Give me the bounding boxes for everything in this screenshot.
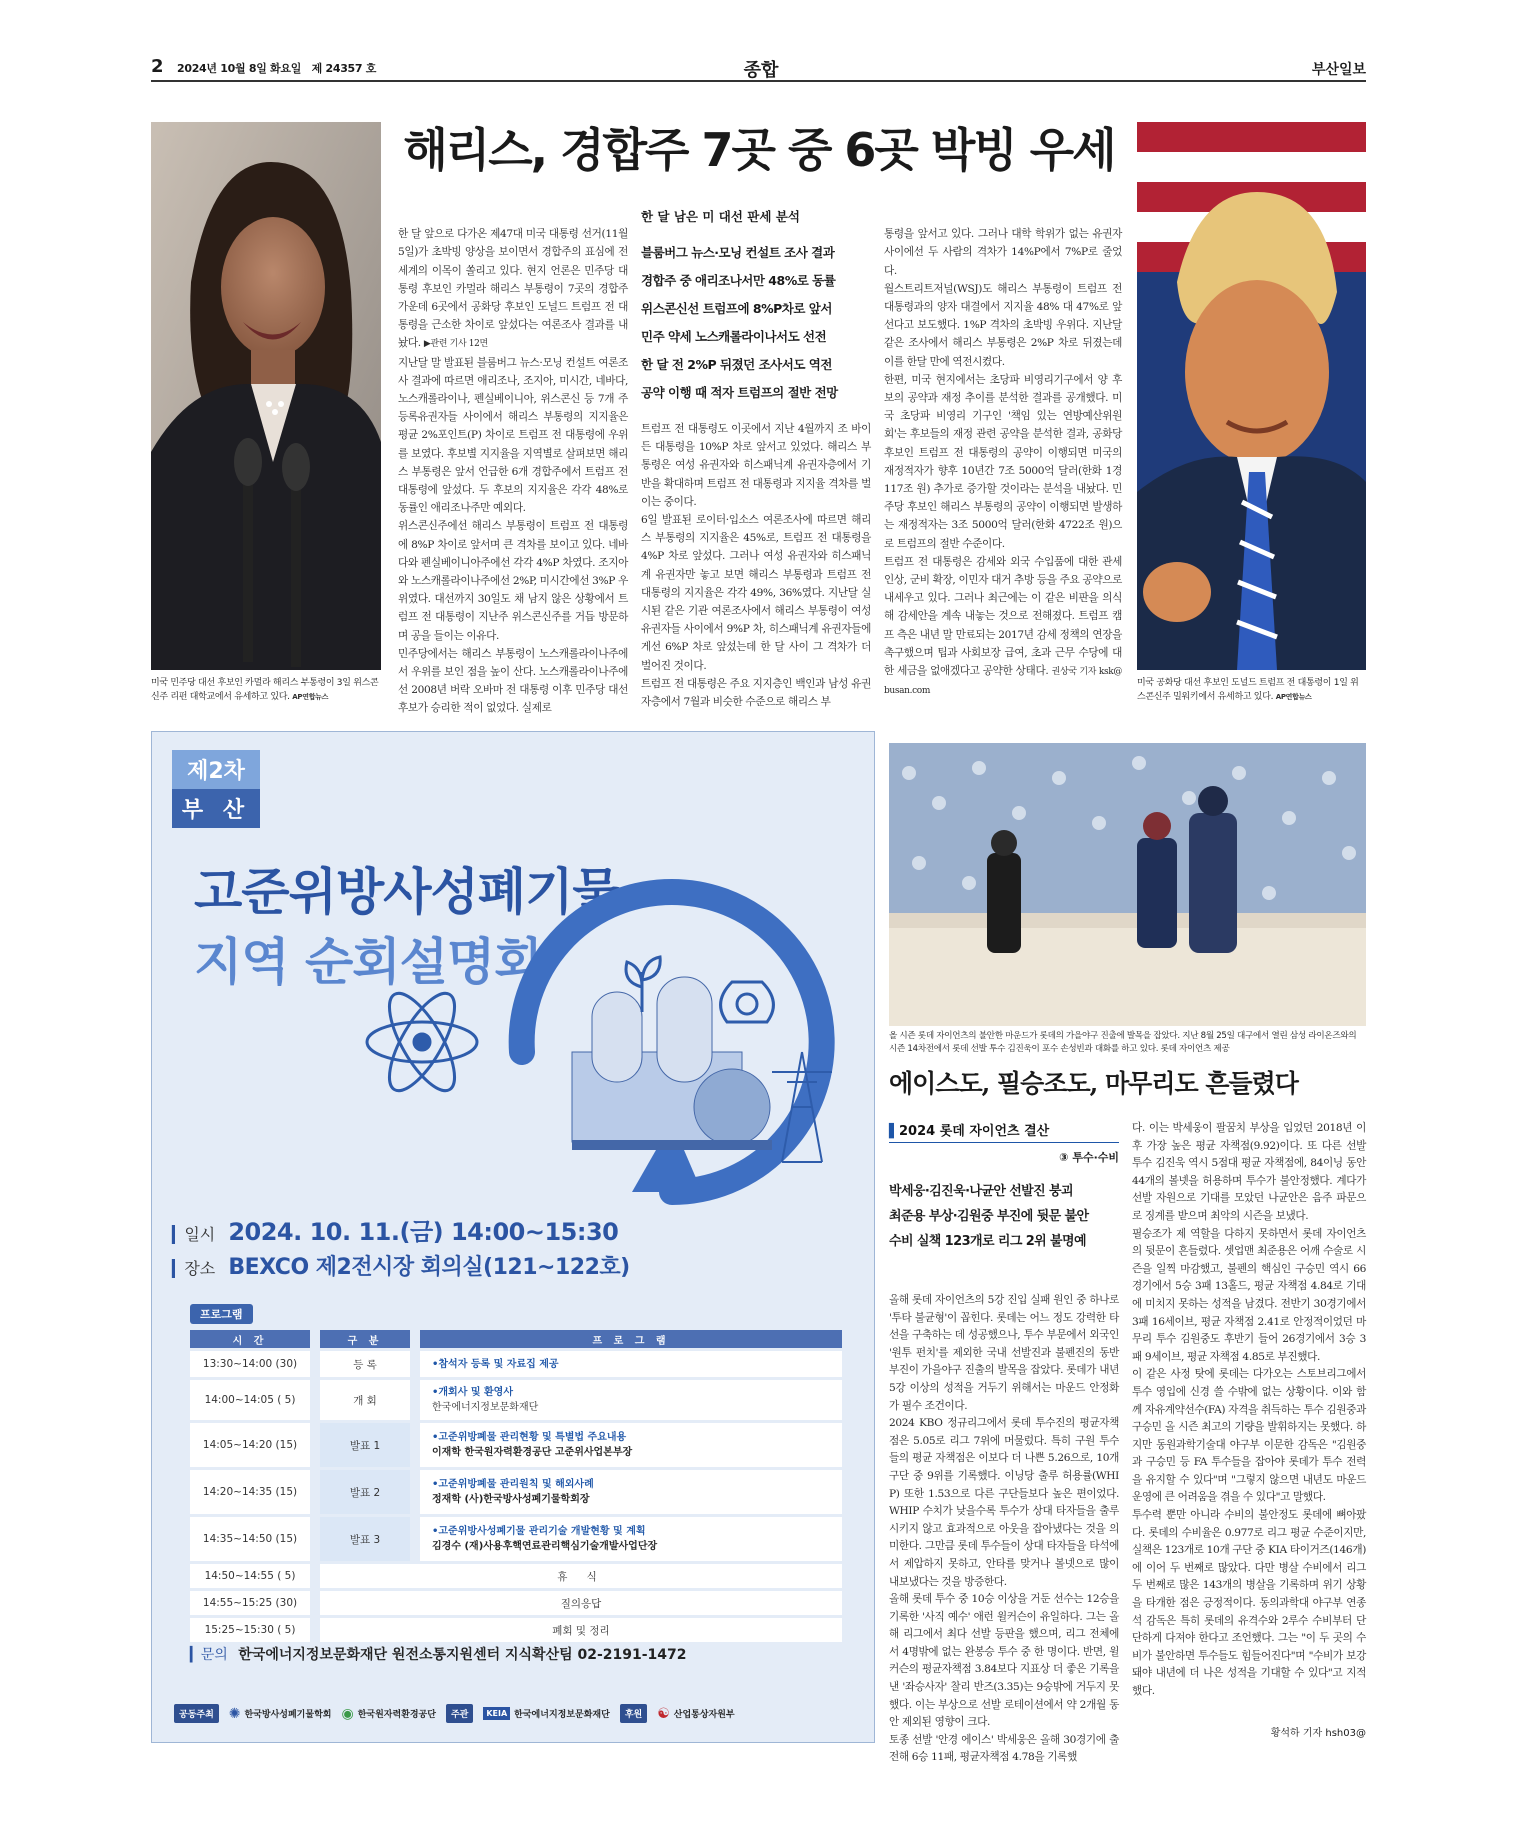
society-icon: ✺ [228, 1705, 241, 1722]
article1-column-2: 트럼프 전 대통령도 이곳에서 지난 4월까지 조 바이든 대통령을 10%P 차로 앞서고 있었다. 해리스 부통령은 여성 유권자와 히스패닉계 유권자층에서 기반을 확대하며 트럼프 전 대통령과 지지율 격차를 벌이는 중이다. 6일 발표된 로이터·입소스 여론조사에 따르면 해리스 부통령의 지지율은 45%로, 트럼프 전 대통령을 4%P 차로 앞섰다. 그러나 여성 유권자와 히스패닉계 유권자만 놓고 보면 해리스 부통령과 트럼프 전 대통령의 지지율은 각각 49%, 36%였다. 지난달 실시된 같은 기관 여론조사에서 해리스 부통령이 여성 유권자들 사이에서 9%P 차, 히스패닉계 유권자들에게선 6%P 차로 앞섰는데 한 달 사이 그 격차가 더 벌어진 것이다. 트럼프 전 대통령은 주요 지지층인 백인과 남성 유권자층에서 7월과 비슷한 수준으로 해리스 부 [641, 423, 871, 709]
article2-column-1: 올해 롯데 자이언츠의 5강 진입 실패 원인 중 하나로 '투타 불균형'이 꼽힌다. 롯데는 어느 정도 강력한 타선을 구축하는 데 성공했으나, 투수 부문에서 외국인 '원투 펀치'를 제외한 국내 선발진과 불펜진의 동반 부진이 가을야구 진출의 발목을 잡았다. 롯데가 내년 5강 이상의 성적을 거두기 위해서는 마운드 안정화가 필수 조건이다. 2024 KBO 정규리그에서 롯데 투수진의 평균자책점은 5.05로 리그 7위에 머물렀다. 특히 구원 투수들의 평균 자책점은 이보다 더 나쁜 5.26으로, 10개 구단 중 9위를 기록했다. 이닝당 출루 허용률(WHIP) 또한 1.53으로 다른 구단들보다 높은 편이었다. WHIP 수치가 낮을수록 투수가 상대 타자들을 출루시키지 않고 효과적으로 아웃을 잡아냈다는 것을 의미한다. 그만큼 롯데 투수들이 상대 타자들을 타석에서 제압하지 못하고, 안타를 맞거나 볼넷으로 많이 내보냈다는 것을 방증한다. 올해 롯데 투수 중 10승 이상을 거둔 선수는 12승을 기록한 '사직 예수' 애런 윌커슨이 유일하다. 그는 올해 리그에서 최다 선발 등판을 했으며, 리그 전체에서 4명밖에 없는 완봉승 투수 중 한 명이다. 반면, 윌커슨의 평균자책점 3.84보다 지표상 더 좋은 기록을 낸 '좌승사자' 찰리 반즈(3.35)는 9승밖에 거두지 못했다. 이는 부상으로 선발 로테이션에서 약 2개월 동안 제외된 영향이 크다. 토종 선발 '안경 에이스' 박세웅은 올해 30경기에 출전해 6승 11패, 평균자책점 4.78을 기록했 [889, 1294, 1119, 1764]
sponsor-tag: 후원 [620, 1704, 647, 1723]
table-row: 14:55~15:25 (30) 질의응답 [190, 1591, 842, 1615]
table-row: 14:35~14:50 (15) 발표 3 •고준위방사성폐기물 관리기술 개발현황 및 계획 김경수 (재)사용후핵연료관리핵심기술개발사업단장 [190, 1517, 842, 1561]
article2-part: ③ 투수·수비 [1059, 1151, 1119, 1164]
host-logo-2: ◉ 한국원자력환경공단 [341, 1705, 436, 1722]
table-row: 14:50~14:55 ( 5) 휴 식 [190, 1564, 842, 1588]
publisher-name: 부산일보 [1311, 62, 1366, 78]
harris-photo [151, 122, 381, 670]
table-header: 프 로 그 램 [420, 1330, 842, 1348]
ad-title-1: 고준위방사성폐기물 [194, 863, 620, 921]
harris-photo-caption: 미국 민주당 대선 후보인 카멀라 해리스 부통령이 3일 위스콘신주 리펀 대학교에서 유세하고 있다. AP연합뉴스 [151, 678, 379, 702]
ad-badge: 제2차 부 산 [172, 750, 260, 828]
ad-date: ▎일시 2024. 10. 11.(금) 14:00~15:30 [172, 1218, 619, 1246]
program-table [190, 1327, 842, 1645]
table-header: 구 분 [320, 1330, 420, 1348]
host-logo-1: ✺ 한국방사성폐기물학회 [228, 1705, 332, 1722]
taegeuk-icon: ☯ [657, 1705, 670, 1722]
article2-headline: 에이스도, 필승조도, 마무리도 흔들렸다 [889, 1069, 1298, 1098]
article1-kicker: 한 달 남은 미 대선 판세 분석 [641, 209, 800, 224]
article2-series-box: ▌2024 롯데 자이언츠 결산 ③ 투수·수비 박세웅·김진욱·나균안 선발진 붕괴 최준용 부상·김원중 부진에 뒷문 불안 수비 실책 123개로 리그 2위 불명예 [889, 1120, 1119, 1254]
program-label: 프로그램 [190, 1304, 253, 1324]
article2-subheads: 박세웅·김진욱·나균안 선발진 붕괴 최준용 부상·김원중 부진에 뒷문 불안 수비 실책 123개로 리그 2위 불명예 [889, 1184, 1089, 1249]
article2-column-2: 다. 이는 박세웅이 팔꿈치 부상을 입었던 2018년 이후 가장 높은 평균 자책점(9.92)이다. 또 다른 선발 투수 김진욱 역시 5점대 평균 자책점에, 84이닝 동안 44개의 볼넷을 허용하며 투수가 불안정했다. 계다가 선발 자원으로 기대를 모았던 나균안은 음주 파문으로 징계를 받으며 최악의 시즌을 보냈다. 필승조가 제 역할을 다하지 못하면서 롯데 자이언츠의 뒷문이 흔들렸다. 셋업맨 최준용은 어깨 수술로 시즌을 일찍 마감했고, 불펜의 핵심인 구승민 역시 66경기에서 5승 3패 13홀드, 평균 자책점 4.84로 기대에 미치지 못하는 성적을 남겼다. 전반기 30경기에서 3패 16세이브, 평균 자책점 2.41로 안정적이었던 마무리 투수 김원중도 후반기 들어 26경기에서 3승 3패 9세이브, 평균 자책점 4.85로 부진했다. 이 같은 사정 탓에 롯데는 다가오는 스토브리그에서 투수 영입에 신경 쓸 수밖에 없는 상황이다. 이와 함께 자유계약선수(FA) 자격을 취득하는 투수 김원중과 구승민 올 시즌 최고의 기량을 발휘하지는 못했다. 하지만 동원과학기술대 야구부 이문한 감독은 "김원중과 구승민 등 FA 투수들을 잡아야 롯데가 투수 전력을 유지할 수 있다"며 "그렇지 않으면 내년도 마운드 운영에 큰 어려움을 겪을 수 있다"고 말했다. 투수력 뿐만 아니라 수비의 불안정도 롯데에 뼈아팠다. 롯데의 수비율은 0.977로 리그 평균 수준이지만, 실책은 123개로 10개 구단 중 KIA 타이거즈(146개)에 이어 두 번째로 많았다. 다만 병살 수비에서 리그 두 번째로 많은 143개의 병살을 기록하며 위기 상황을 타개한 점은 긍정적이다. 동의과학대 야구부 연종석 감독은 특히 롯데의 유격수와 2루수 수비부터 단단하게 다져야 한다고 조언했다. 그는 "이 두 곳의 수비가 불안하면 투수들도 힘들어진다"며 "수비가 보강돼야 내년에 더 나은 성적을 기대할 수 있다"고 지적했다. [1132, 1122, 1366, 1697]
organizer-logo: KEIA 한국에너지정보문화재단 [483, 1707, 609, 1720]
table-row: 14:20~14:35 (15) 발표 2 •고준위방폐물 관리원칙 및 해외사례 정재학 (사)한국방사성폐기물학회장 [190, 1470, 842, 1514]
article1-headline: 해리스, 경합주 7곳 중 6곳 박빙 우세 [403, 123, 1115, 177]
table-row: 15:25~15:30 ( 5) 폐회 및 정리 [190, 1618, 842, 1642]
trump-photo-caption: 미국 공화당 대선 후보인 도널드 트럼프 전 대통령이 1일 위스콘신주 밀워키에서 유세하고 있다. AP연합뉴스 [1137, 678, 1359, 702]
article1-subheads: 블룸버그 뉴스·모닝 컨설트 조사 결과 경합주 중 애리조나서만 48%로 동률 위스콘신선 트럼프에 8%P차로 앞서 민주 약세 노스캐롤라이나서도 선전 한 달 전 2%P 뒤졌던 조사서도 역전 공약 이행 때 적자 트럼프의 절반 전망 [641, 245, 838, 400]
table-row: 13:30~14:00 (30) 등 록 •참석자 등록 및 자료집 제공 [190, 1351, 842, 1377]
issue-date: 2024년 10월 8일 화요일 제 24357 호 [177, 62, 377, 75]
page-header [151, 54, 1366, 82]
article2-byline: 황석하 기자 hsh03@ [1270, 1728, 1366, 1739]
organizer-tag: 주관 [446, 1704, 473, 1723]
trump-photo [1137, 122, 1366, 670]
sponsor-logo: ☯ 산업통상자원부 [657, 1705, 735, 1722]
host-tag: 공동주최 [174, 1704, 219, 1723]
ad-sponsors [174, 1704, 735, 1723]
table-header: 시 간 [190, 1330, 320, 1348]
nuclear-plant-illustration [382, 892, 862, 1202]
ad-place: ▎장소 BEXCO 제2전시장 회의실(121~122호) [172, 1255, 630, 1280]
korad-icon: ◉ [341, 1705, 354, 1722]
ad-title-2: 지역 순회설명회 [194, 933, 542, 991]
plant-building [572, 977, 772, 1150]
baseball-photo-caption: 올 시즌 롯데 자이언츠의 불안한 마운드가 롯데의 가을야구 진출에 발목을 잡았다. 지난 8월 25일 대구에서 열린 삼성 라이온즈와의 시즌 14차전에서 롯데 선발 투수 김진욱이 포수 손성빈과 대화를 하고 있다. 롯데 자이언츠 제공 [889, 1031, 1357, 1054]
article1-column-3: 통령을 앞서고 있다. 그러나 대학 학위가 없는 유권자 사이에선 두 사람의 격차가 14%P에서 7%P로 줄었다. 월스트리트저널(WSJ)도 해리스 부통령이 트럼프 전 대통령과의 양자 대결에서 지지율 48% 대 47%로 앞선다고 보도했다. 1%P 격차의 초박빙 우위다. 지난달 같은 조사에서 해리스 부통령은 2%P 차로 뒤졌는데 이를 한달 만에 역전시켰다. 한편, 미국 현지에서는 초당파 비영리기구에서 양 후보의 공약과 재정 추이를 분석한 결과를 공개했다. 미국 초당파 비영리 기구인 '책임 있는 연방예산위원회'는 후보들의 재정 관련 공약을 분석한 결과, 공화당 후보인 트럼프 전 대통령의 공약이 이행되면 미국의 재정적자가 향후 10년간 7조 5000억 달러(한화 1경 117조 원) 추가로 증가할 것이라는 분석을 내놨다. 민주당 후보인 해리스 부통령의 공약이 이행되면 발생하는 재정적자는 3조 5000억 달러(한화 4722조 원)으로 트럼프의 절반 수준이다. 트럼프 전 대통령은 감세와 외국 수입품에 대한 관세 인상, 군비 확장, 이민자 대거 추방 등을 주요 공약으로 내세우고 있다. 그러나 최근에는 이 같은 비판을 의식해 감세안을 계속 내놓는 것으로 전해졌다. 트럼프 캠프 측은 내년 말 만료되는 2017년 감세 정책의 연장을 촉구했으며 팁과 사회보장 급여, 초과 근무 수당에 대한 세금을 없애겠다고 공약한 상태다. 권상국 기자 ksk@busan.com [884, 228, 1122, 697]
section-name: 종합 [743, 60, 779, 81]
article1-subhead-box [641, 207, 871, 407]
baseball-photo [889, 743, 1366, 1026]
ad-contact: ▎문의 한국에너지정보문화재단 원전소통지원센터 지식확산팀 02-2191-1472 [190, 1647, 687, 1663]
keia-icon: KEIA [483, 1707, 510, 1720]
page-number: 2 [151, 56, 164, 77]
table-row: 14:00~14:05 ( 5) 개 회 •개회사 및 환영사 한국에너지정보문화재단 [190, 1380, 842, 1420]
article1-column-1: 한 달 앞으로 다가온 제47대 미국 대통령 선거(11월 5일)가 초박빙 양상을 보이면서 경합주의 표심에 전 세계의 이목이 쏠리고 있다. 현지 언론은 민주당 대통령 후보인 카멀라 해리스 부통령이 7곳의 경합주 가운데 6곳에서 공화당 후보인 도널드 트럼프 전 대통령을 근소한 차이로 앞섰다는 여론조사 결과를 내놨다. ▶관련 기사 12면 지난달 말 발표된 블룸버그 뉴스·모닝 컨설트 여론조사 결과에 따르면 애리조나, 조지아, 미시간, 네바다, 노스캐롤라이나, 펜실베이니아, 위스콘신 등 7개 주 등록유권자들 사이에서 해리스 부통령의 지지율은 평균 2%포인트(P) 차이로 트럼프 전 대통령에 우위를 보였다. 후보별 지지율을 지역별로 살펴보면 해리스 부통령은 앞서 언급한 6개 경합주에서 트럼프 전 대통령에 앞섰다. 두 후보의 지지율은 각각 48%로 동률인 애리조나주만 예외다. 위스콘신주에선 해리스 부통령이 트럼프 전 대통령에 8%P 차이로 앞서며 큰 격차를 보이고 있다. 네바다와 펜실베이니아주에선 각각 4%P 차였다. 조지아와 노스캐롤라이나주에선 2%P, 미시간에선 3%P 우위였다. 대선까지 30일도 채 남지 않은 상황에서 트럼프 전 대통령이 지난주 위스콘신주를 거듭 방문하며 공을 들이는 이유다. 민주당에서는 해리스 부통령이 노스캐롤라이나주에서 우위를 보인 점을 높이 산다. 노스캐롤라이나주에선 2008년 버락 오바마 전 대통령 이후 민주당 대선 후보가 승리한 적이 없었다. 실제로 [398, 228, 628, 715]
table-row: 14:05~14:20 (15) 발표 1 •고준위방폐물 관리현황 및 특별법 주요내용 이재학 한국원자력환경공단 고준위사업본부장 [190, 1423, 842, 1467]
advertisement-nuclear-waste-briefing [151, 731, 875, 1743]
